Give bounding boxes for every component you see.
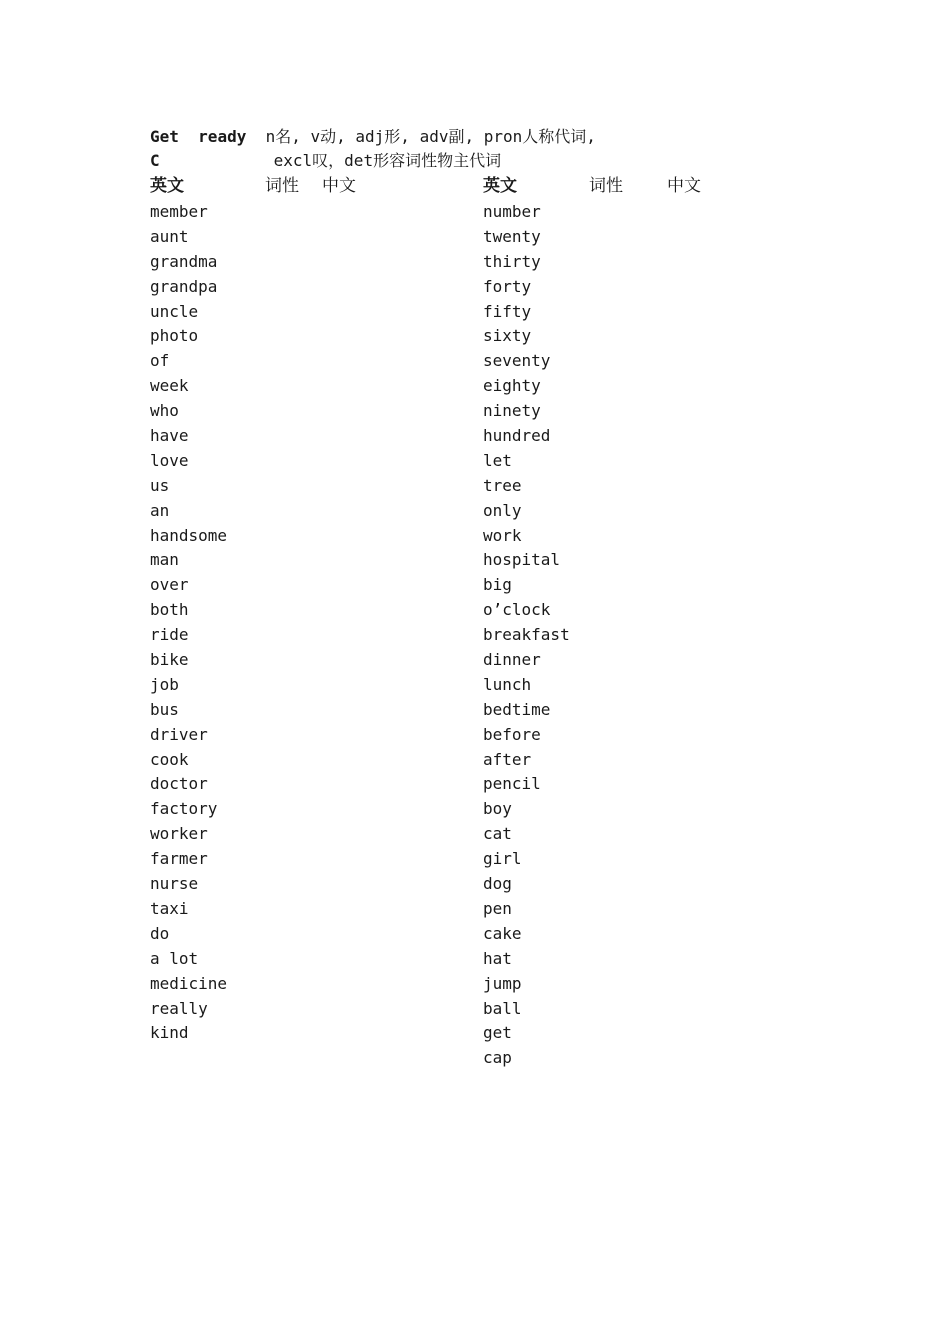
- word-item: worker: [150, 824, 208, 844]
- word-item: job: [150, 674, 179, 694]
- word-item: pen: [483, 898, 512, 918]
- word-item: nurse: [150, 874, 199, 894]
- word-item: work: [483, 525, 522, 545]
- word-item: medicine: [150, 973, 228, 993]
- word-item: boy: [483, 799, 512, 819]
- right-header-english: 英文: [483, 176, 517, 196]
- word-item: pencil: [483, 774, 541, 794]
- word-item: cake: [483, 923, 522, 943]
- word-item: before: [483, 724, 541, 744]
- word-item: grandma: [150, 251, 218, 271]
- word-item: number: [483, 202, 541, 221]
- word-item: love: [150, 450, 189, 470]
- title-c: C: [150, 151, 160, 170]
- title-ready: ready: [198, 127, 247, 146]
- word-item: tree: [483, 475, 522, 495]
- word-item: seventy: [483, 351, 551, 371]
- word-item: girl: [483, 849, 522, 869]
- word-item: really: [150, 998, 208, 1018]
- word-item: bedtime: [483, 699, 551, 719]
- word-item: man: [150, 550, 179, 570]
- word-item: dog: [483, 874, 512, 894]
- right-word-list: [483, 200, 570, 1071]
- word-item: eighty: [483, 376, 541, 396]
- word-item: only: [483, 500, 522, 520]
- word-item: thirty: [483, 251, 541, 271]
- word-item: kind: [150, 1023, 189, 1043]
- word-item: over: [150, 575, 189, 595]
- word-item: o’clock: [483, 600, 551, 620]
- word-item: aunt: [150, 226, 189, 246]
- word-item: taxi: [150, 898, 189, 918]
- word-item: hundred: [483, 426, 551, 446]
- word-item: a lot: [150, 948, 199, 968]
- word-item: let: [483, 450, 512, 470]
- word-item: cook: [150, 749, 189, 769]
- word-item: farmer: [150, 849, 208, 869]
- word-item: fifty: [483, 301, 532, 321]
- word-item: bike: [150, 650, 189, 670]
- word-item: week: [150, 376, 189, 396]
- word-item: sixty: [483, 326, 532, 346]
- left-word-list: [150, 200, 227, 1046]
- word-item: both: [150, 600, 189, 620]
- pos-abbreviation-list-cont: excl叹，det形容词性物主代词: [273, 151, 502, 170]
- word-item: do: [150, 923, 170, 943]
- title-get: Get: [150, 127, 179, 146]
- word-item: uncle: [150, 301, 199, 321]
- right-header-chinese: 中文: [667, 176, 701, 196]
- word-item: ride: [150, 625, 189, 645]
- left-header-chinese: 中文: [322, 176, 356, 196]
- word-item: hat: [483, 948, 512, 968]
- pos-abbreviation-list: n名, v动, adj形, adv副, pron人称代词,: [265, 127, 596, 146]
- word-item: factory: [150, 799, 218, 819]
- word-item: driver: [150, 724, 208, 744]
- word-item: hospital: [483, 550, 561, 570]
- word-item: dinner: [483, 650, 541, 670]
- word-item: cat: [483, 824, 512, 844]
- word-item: us: [150, 475, 170, 495]
- left-header-pos: 词性: [265, 176, 299, 196]
- word-item: lunch: [483, 674, 532, 694]
- word-item: have: [150, 426, 189, 446]
- word-item: ball: [483, 998, 522, 1018]
- word-item: who: [150, 401, 179, 421]
- title-line-2: [150, 149, 501, 173]
- word-item: jump: [483, 973, 522, 993]
- left-header-english: 英文: [150, 176, 184, 196]
- word-item: member: [150, 202, 208, 221]
- word-item: photo: [150, 326, 199, 346]
- word-item: of: [150, 351, 170, 371]
- word-item: get: [483, 1023, 512, 1043]
- word-item: breakfast: [483, 625, 570, 645]
- word-item: ninety: [483, 401, 541, 421]
- word-item: cap: [483, 1048, 512, 1068]
- word-item: forty: [483, 276, 532, 296]
- word-item: twenty: [483, 226, 541, 246]
- word-item: an: [150, 500, 170, 520]
- word-item: handsome: [150, 525, 228, 545]
- title-line-1: [150, 125, 596, 149]
- word-item: doctor: [150, 774, 208, 794]
- word-item: grandpa: [150, 276, 218, 296]
- word-item: bus: [150, 699, 179, 719]
- word-item: big: [483, 575, 512, 595]
- right-header-pos: 词性: [589, 176, 623, 196]
- word-item: after: [483, 749, 532, 769]
